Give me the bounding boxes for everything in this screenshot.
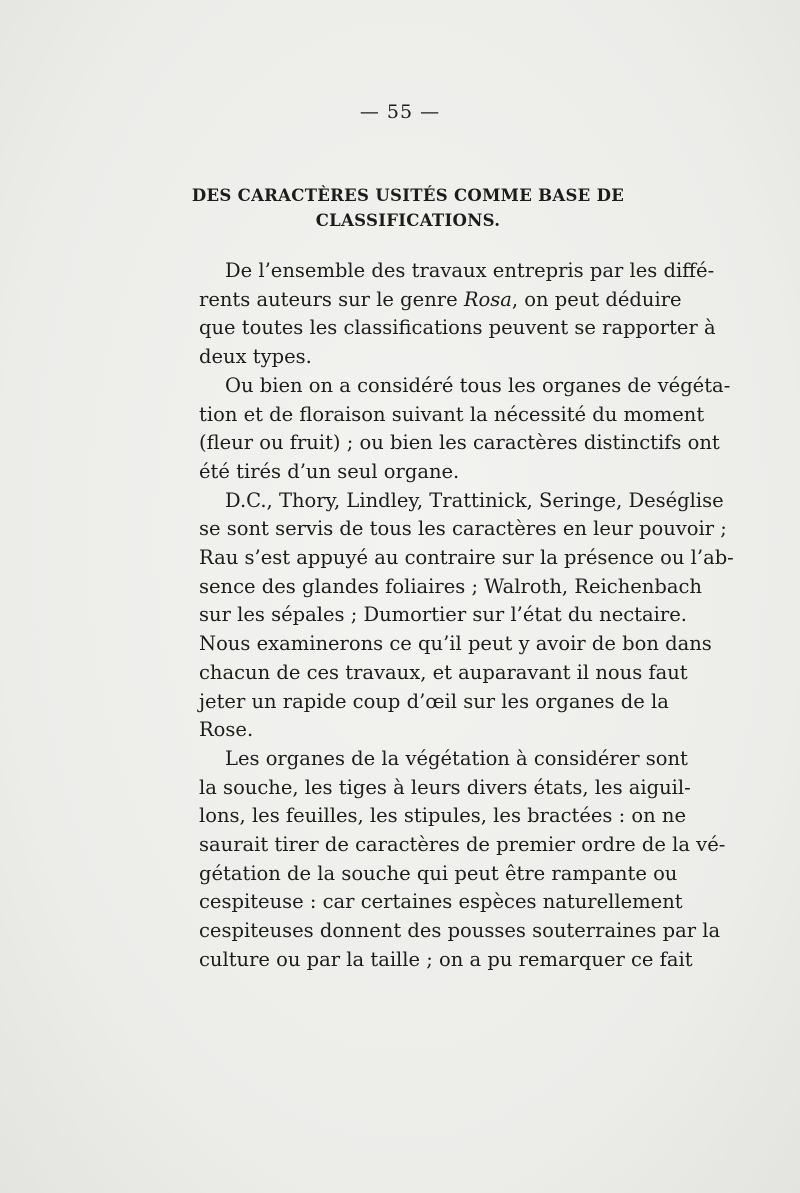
text-line	[173, 286, 682, 315]
paragraph-1	[173, 257, 716, 372]
text-line: lons, les feuilles, les stipules, les bractées : on ne	[199, 804, 686, 828]
text-line: cespiteuses donnent des pousses souterraines par la	[199, 919, 721, 943]
paragraph-4	[173, 745, 726, 975]
text-line: culture ou par la taille ; on a pu remarquer ce fait	[199, 947, 693, 971]
text-line: sur les sépales ; Dumortier sur l’état du nectaire.	[199, 603, 687, 627]
text-line: Rau s’est appuyé au contraire sur la présence ou l’ab-	[199, 546, 734, 570]
text-line: que toutes les classifications peuvent se rapporter à	[199, 316, 716, 340]
text-line: été tirés d’un seul organe.	[199, 459, 460, 483]
text-line: (fleur ou fruit) ; ou bien les caractères distinctifs ont	[199, 431, 720, 455]
chapter-heading-line-2: CLASSIFICATIONS.	[315, 211, 501, 230]
text-line: Nous examinerons ce qu’il peut y avoir de bon dans	[199, 632, 712, 656]
text-line: Rose.	[199, 718, 254, 742]
text-line: De l’ensemble des travaux entrepris par les diffé-	[225, 259, 715, 282]
text-line: Ou bien on a considéré tous les organes de végéta-	[225, 373, 731, 397]
text-line: deux types.	[199, 345, 312, 369]
paragraph-2	[173, 372, 731, 487]
text-line: tion et de floraison suivant la nécessité du moment	[199, 402, 705, 426]
page-number: — 55 —	[359, 101, 441, 123]
text-fragment: rents auteurs sur le genre	[199, 287, 458, 311]
text-line: chacun de ces travaux, et auparavant il nous faut	[199, 660, 688, 684]
text-line: sence des glandes foliaires ; Walroth, Reichenbach	[199, 574, 702, 598]
text-line: la souche, les tiges à leurs divers états, les aiguil-	[199, 775, 691, 799]
body-text	[173, 257, 734, 975]
text-line: saurait tirer de caractères de premier ordre de la vé-	[199, 833, 726, 857]
text-fragment: , on peut déduire	[511, 287, 682, 311]
text-line: se sont servis de tous les caractères en leur pouvoir ;	[199, 517, 727, 541]
text-line: Les organes de la végétation à considérer sont	[225, 746, 688, 770]
text-line: gétation de la souche qui peut être rampante ou	[199, 861, 678, 885]
text-line: cespiteuse : car certaines espèces naturellement	[199, 890, 683, 914]
paragraph-3	[173, 487, 734, 745]
text-line: D.C., Thory, Lindley, Trattinick, Seringe, Deséglise	[225, 488, 724, 512]
chapter-heading-line-1: DES CARACTÈRES USITÉS COMME BASE DE	[191, 186, 625, 205]
text-line: jeter un rapide coup d’œil sur les organes de la	[199, 689, 669, 713]
genus-name-rosa: Rosa	[463, 287, 512, 311]
